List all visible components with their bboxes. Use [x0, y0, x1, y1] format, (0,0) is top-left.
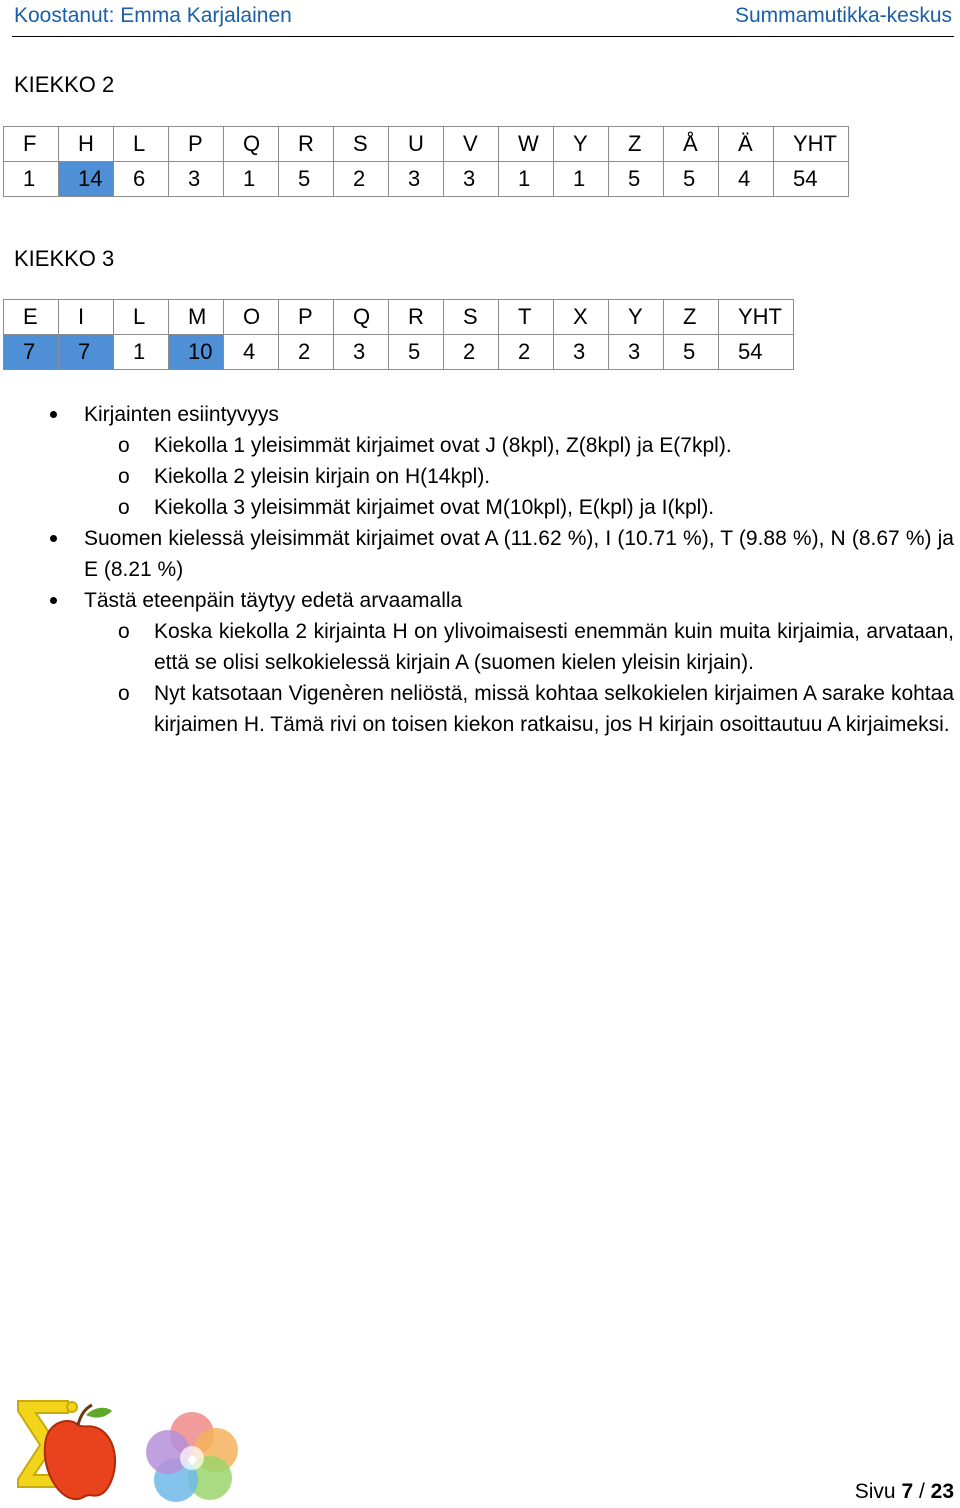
kiekko3-letter-row — [4, 300, 794, 335]
sub-bullet-item — [118, 678, 954, 740]
count-cell: 3 — [389, 162, 444, 197]
kiekko3-title: KIEKKO 3 — [14, 246, 115, 271]
letter-cell: E — [4, 300, 59, 335]
letter-cell: W — [499, 127, 554, 162]
count-cell: 3 — [609, 335, 664, 370]
count-cell: 5 — [389, 335, 444, 370]
letter-cell: P — [279, 300, 334, 335]
page-number — [855, 1480, 954, 1504]
sub-bullet-marker: o — [118, 434, 130, 457]
letter-cell: T — [499, 300, 554, 335]
sub-bullet-text: Nyt katsotaan Vigenèren neliöstä, missä kohtaa selkokielen kirjaimen A sarake kohtaa kirjaimen H. Tämä rivi on toisen kiekon ratkaisu, jos H kirjain osoittautuu A kirjaimeksi. — [154, 682, 954, 736]
sub-bullet-marker: o — [118, 496, 130, 519]
count-cell: 2 — [444, 335, 499, 370]
letter-cell: H — [59, 127, 114, 162]
total-count-cell: 54 — [719, 335, 794, 370]
letter-cell: U — [389, 127, 444, 162]
total-header-cell: YHT — [774, 127, 849, 162]
kiekko2-table — [3, 126, 849, 197]
count-cell: 1 — [114, 335, 169, 370]
count-cell: 2 — [499, 335, 554, 370]
letter-cell: Y — [554, 127, 609, 162]
sub-bullet-text: Kiekolla 1 yleisimmät kirjaimet ovat J (8kpl), Z(8kpl) ja E(7kpl). — [154, 434, 732, 457]
letter-cell: P — [169, 127, 224, 162]
letter-cell: S — [444, 300, 499, 335]
count-cell: 2 — [279, 335, 334, 370]
letter-cell: S — [334, 127, 389, 162]
page-header — [12, 0, 954, 37]
bullet-item — [84, 585, 954, 616]
letter-cell: Y — [609, 300, 664, 335]
count-cell: 5 — [664, 335, 719, 370]
bullet-text: Suomen kielessä yleisimmät kirjaimet ovat A (11.62 %), I (10.71 %), T (9.88 %), N (8.67 %) ja E (8.21 %) — [84, 527, 954, 581]
count-cell-highlighted: 10 — [169, 335, 224, 370]
page-total: 23 — [930, 1480, 954, 1503]
sub-bullet-marker: o — [118, 682, 130, 705]
bullet-text: Kirjainten esiintyvyys — [84, 403, 279, 426]
letter-cell: Å — [664, 127, 719, 162]
bullet-icon — [50, 597, 57, 604]
count-cell: 4 — [719, 162, 774, 197]
letter-cell: I — [59, 300, 114, 335]
letter-cell: Q — [224, 127, 279, 162]
header-organization: Summamutikka-keskus — [734, 4, 952, 27]
letter-cell: Q — [334, 300, 389, 335]
bullet-item — [84, 399, 954, 430]
letter-cell: F — [4, 127, 59, 162]
kiekko3-count-row — [4, 335, 794, 370]
bullet-icon — [50, 411, 57, 418]
letter-cell: Z — [664, 300, 719, 335]
bullet-item — [84, 523, 954, 585]
sigma-apple-logo — [10, 1395, 120, 1505]
bullet-icon — [50, 535, 57, 542]
count-cell: 3 — [169, 162, 224, 197]
count-cell-highlighted: 14 — [59, 162, 114, 197]
letter-cell: Z — [609, 127, 664, 162]
sub-bullet-text: Koska kiekolla 2 kirjainta H on ylivoimaisesti enemmän kuin muita kirjaimia, arvataan, että se olisi selkokielessä kirjain A (suomen kielen yleisin kirjain). — [154, 620, 954, 674]
count-cell: 5 — [279, 162, 334, 197]
letter-cell: Ä — [719, 127, 774, 162]
sub-bullet-marker: o — [118, 620, 130, 643]
header-author: Koostanut: Emma Karjalainen — [14, 4, 292, 27]
sub-bullet-marker: o — [118, 465, 130, 488]
page-separator: / — [913, 1480, 931, 1503]
letter-cell: R — [389, 300, 444, 335]
letter-cell: R — [279, 127, 334, 162]
notes-list — [0, 399, 960, 740]
kiekko3-table — [3, 299, 794, 370]
count-cell-highlighted: 7 — [4, 335, 59, 370]
count-cell: 2 — [334, 162, 389, 197]
count-cell: 3 — [444, 162, 499, 197]
letter-cell: M — [169, 300, 224, 335]
kiekko2-title: KIEKKO 2 — [14, 72, 115, 97]
page-word: Sivu — [854, 1480, 896, 1503]
count-cell: 5 — [664, 162, 719, 197]
sub-bullet-item — [118, 492, 954, 523]
letter-cell: O — [224, 300, 279, 335]
letter-cell: X — [554, 300, 609, 335]
sub-bullet-item — [118, 616, 954, 678]
count-cell-highlighted: 7 — [59, 335, 114, 370]
count-cell: 1 — [4, 162, 59, 197]
count-cell: 5 — [609, 162, 664, 197]
count-cell: 6 — [114, 162, 169, 197]
total-count-cell: 54 — [774, 162, 849, 197]
kiekko2-letter-row — [4, 127, 849, 162]
count-cell: 3 — [554, 335, 609, 370]
bullet-text: Tästä eteenpäin täytyy edetä arvaamalla — [84, 589, 463, 612]
count-cell: 4 — [224, 335, 279, 370]
sub-bullet-text: Kiekolla 3 yleisimmät kirjaimet ovat M(10kpl), E(kpl) ja I(kpl). — [154, 496, 715, 519]
count-cell: 1 — [499, 162, 554, 197]
page-current: 7 — [901, 1480, 914, 1503]
count-cell: 3 — [334, 335, 389, 370]
letter-cell: L — [114, 127, 169, 162]
letter-cell: V — [444, 127, 499, 162]
sub-bullet-item — [118, 461, 954, 492]
sub-bullet-text: Kiekolla 2 yleisin kirjain on H(14kpl). — [154, 465, 491, 488]
sub-bullet-item — [118, 430, 954, 461]
count-cell: 1 — [554, 162, 609, 197]
total-header-cell: YHT — [719, 300, 794, 335]
flower-logo — [142, 1408, 242, 1508]
kiekko2-count-row — [4, 162, 849, 197]
letter-cell: L — [114, 300, 169, 335]
count-cell: 1 — [224, 162, 279, 197]
